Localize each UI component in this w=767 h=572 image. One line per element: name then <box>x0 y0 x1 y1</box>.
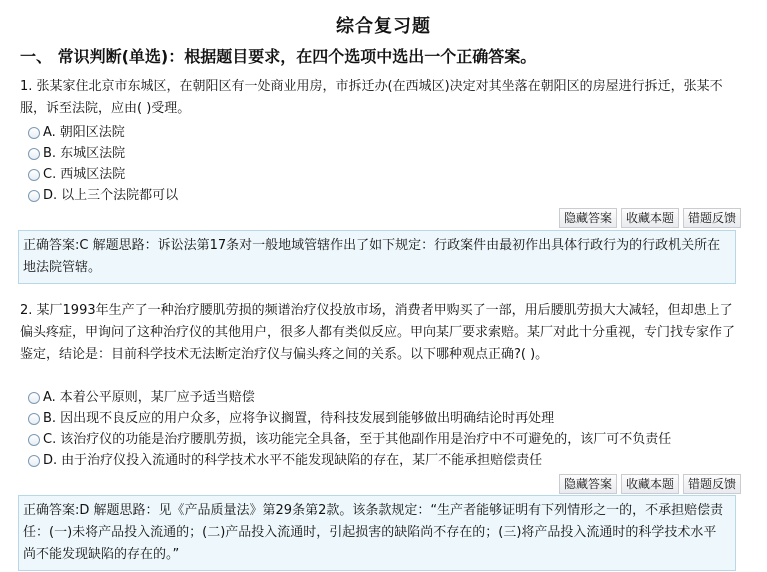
radio-button-icon[interactable] <box>28 413 40 425</box>
option-text: 由于治疗仪投入流通时的科学技术水平不能发现缺陷的存在，某厂不能承担赔偿责任 <box>61 453 543 468</box>
option-letter: D. <box>43 188 58 203</box>
favorite-button[interactable]: 收藏本题 <box>621 474 679 494</box>
option-letter: A. <box>43 390 56 405</box>
option-q2-b[interactable] <box>28 408 748 429</box>
option-q2-a[interactable] <box>28 387 748 408</box>
question-1-text: 1. 张某家住北京市东城区，在朝阳区有一处商业用房，市拆迁办(在西城区)决定对其坐落在朝阳区的房屋进行拆迁，张某不服，诉至法院，应由( )受理。 <box>20 79 723 116</box>
section-heading: 一、 常识判断(单选)：根据题目要求，在四个选项中选出一个正确答案。 <box>20 47 537 66</box>
question-1-options <box>28 122 748 206</box>
option-text: 朝阳区法院 <box>59 125 125 140</box>
option-q1-a[interactable] <box>28 122 748 143</box>
option-text: 因出现不良反应的用户众多，应将争议搁置，待科技发展到能够做出明确结论时再处理 <box>60 411 555 426</box>
hide-answer-button[interactable]: 隐藏答案 <box>559 208 617 228</box>
question-2-text: 2. 某厂1993年生产了一种治疗腰肌劳损的频谱治疗仪投放市场，消费者甲购买了一部，用后腰肌劳损大大减轻，但却患上了偏头疼症，甲询问了这种治疗仪的其他用户，很多人都有类似反应。甲向某厂要求索赔。某厂对此十分重视，专门找专家作了鉴定，结论是：目前科学技术无法断定治疗仪与偏头疼之间的关系。以下哪种观点正确?( )。 <box>20 303 736 362</box>
option-letter: C. <box>43 432 57 447</box>
answer-box-q1: 正确答案:C 解题思路：诉讼法第17条对一般地域管辖作出了如下规定：行政案件由最初作出具体行政行为的行政机关所在地法院管辖。 <box>18 230 736 284</box>
error-feedback-button[interactable]: 错题反馈 <box>683 208 741 228</box>
radio-button-icon[interactable] <box>28 392 40 404</box>
option-text: 该治疗仪的功能是治疗腰肌劳损，该功能完全具备，至于其他副作用是治疗中不可避免的，该厂可不负责任 <box>60 432 672 447</box>
favorite-button[interactable]: 收藏本题 <box>621 208 679 228</box>
option-letter: D. <box>43 453 58 468</box>
option-letter: B. <box>43 146 57 161</box>
option-text: 东城区法院 <box>60 146 126 161</box>
error-feedback-button[interactable]: 错题反馈 <box>683 474 741 494</box>
radio-button-icon[interactable] <box>28 127 40 139</box>
question-2-options <box>28 387 748 471</box>
option-letter: C. <box>43 167 57 182</box>
option-letter: B. <box>43 411 57 426</box>
option-letter: A. <box>43 125 56 140</box>
option-q1-d[interactable] <box>28 185 748 206</box>
question-2-actions <box>559 474 741 494</box>
option-q1-b[interactable] <box>28 143 748 164</box>
question-1-actions <box>559 208 741 228</box>
radio-button-icon[interactable] <box>28 148 40 160</box>
answer-box-q2: 正确答案:D 解题思路：见《产品质量法》第29条第2款。该条款规定：“生产者能够证明有下列情形之一的，不承担赔偿责任：(一)未将产品投入流通的；(二)产品投入流通时，引起损害的缺陷尚不存在的；(三)将产品投入流通时的科学技术水平尚不能发现缺陷的存在的。” <box>18 495 736 571</box>
hide-answer-button[interactable]: 隐藏答案 <box>559 474 617 494</box>
option-q2-d[interactable] <box>28 450 748 471</box>
radio-button-icon[interactable] <box>28 169 40 181</box>
radio-button-icon[interactable] <box>28 455 40 467</box>
page-title: 综合复习题 <box>336 16 431 37</box>
option-q1-c[interactable] <box>28 164 748 185</box>
radio-button-icon[interactable] <box>28 190 40 202</box>
option-q2-c[interactable] <box>28 429 748 450</box>
option-text: 西城区法院 <box>60 167 126 182</box>
radio-button-icon[interactable] <box>28 434 40 446</box>
option-text: 本着公平原则，某厂应予适当赔偿 <box>59 390 255 405</box>
option-text: 以上三个法院都可以 <box>61 188 179 203</box>
